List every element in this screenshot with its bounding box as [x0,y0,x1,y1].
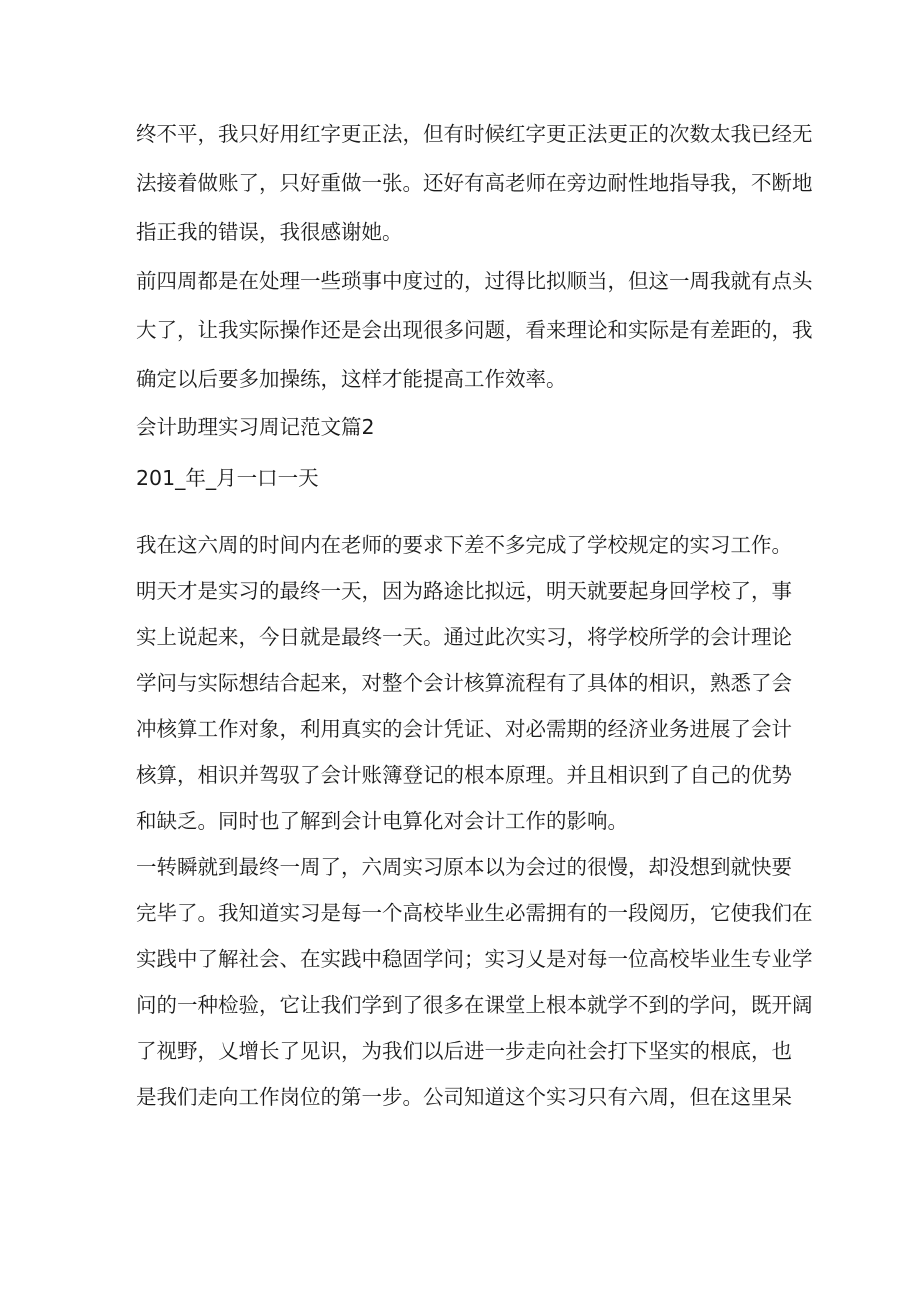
date-line: 201_年_月一口一天 [136,466,319,490]
paragraph-line: 完毕了。我知道实习是每一个高校毕业生必需拥有的一段阅历，它使我们在 [136,901,813,925]
paragraph-line: 确定以后要多加操练，这样才能提高工作效率。 [136,367,567,391]
paragraph-line: 终不平，我只好用红字更正法，但有时候红字更正法更正的次数太我已经无 [136,122,813,146]
paragraph-line: 实践中了解社会、在实践中稳固学问；实习乂是对每一位高校毕业生专业学 [136,947,813,971]
paragraph-line: 和缺乏。同时也了解到会计电算化对会计工作的影响。 [136,809,628,833]
paragraph-line: 法接着做账了，只好重做一张。还好有高老师在旁边耐性地指导我，不断地 [136,171,813,195]
paragraph-line: 我在这六周的时间内在老师的要求下差不多完成了学校规定的实习工作。 [136,533,792,557]
section-heading: 会计助理实习周记范文篇2 [136,415,375,439]
paragraph-line: 学问与实际想结合起来，对整个会计核算流程有了具体的相识，熟悉了会 [136,671,792,695]
paragraph-line: 核算，相识并驾驭了会计账簿登记的根本原理。并且相识到了自己的优势 [136,763,792,787]
paragraph-line: 明天才是实习的最终一天，因为路途比拟远，明天就要起身回学校了，事 [136,579,792,603]
paragraph-line: 一转瞬就到最终一周了，六周实习原本以为会过的很慢，却没想到就快要 [136,855,792,879]
paragraph-line: 实上说起来，今日就是最终一天。通过此次实习，将学校所学的会计理论 [136,625,792,649]
paragraph-line: 指正我的错误，我很感谢她。 [136,220,403,244]
paragraph-line: 前四周都是在处理一些琐事中度过的，过得比拟顺当，但这一周我就有点头 [136,269,813,293]
paragraph-line: 是我们走向工作岗位的第一步。公司知道这个实习只有六周，但在这里呆 [136,1085,792,1109]
paragraph-line: 问的一种检验，它让我们学到了很多在课堂上根本就学不到的学问，既开阔 [136,993,813,1017]
paragraph-line: 大了，让我实际操作还是会出现很多问题，看来理论和实际是有差距的，我 [136,318,813,342]
paragraph-line: 了视野，乂增长了见识，为我们以后进一步走向社会打下坚实的根底，也 [136,1039,792,1063]
paragraph-line: 冲核算工作对象，利用真实的会计凭证、对必需期的经济业务进展了会计 [136,717,792,741]
